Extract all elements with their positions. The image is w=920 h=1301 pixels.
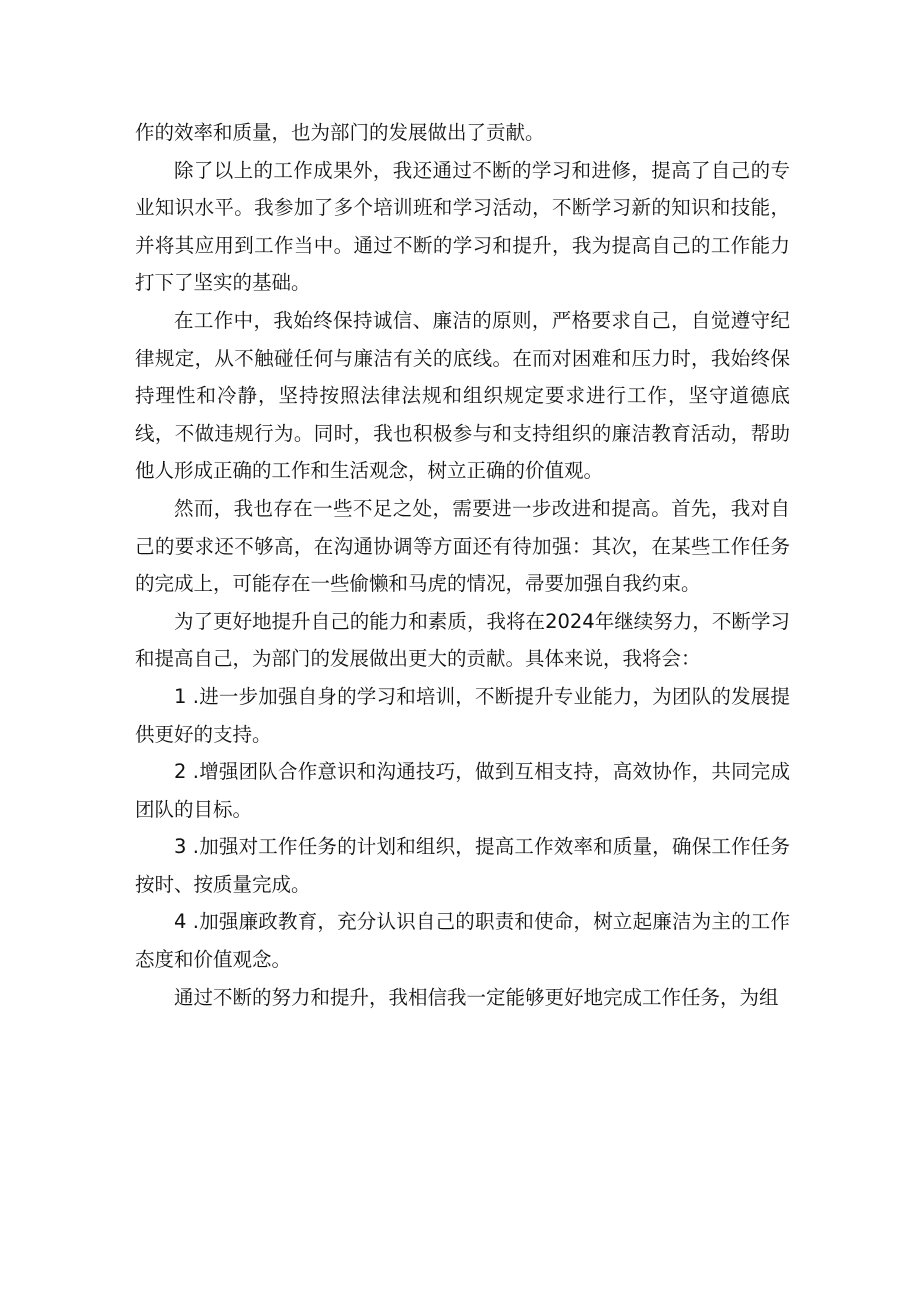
paragraph-learning: 除了以上的工作成果外，我还通过不断的学习和进修，提高了自己的专业知识水平。我参加了多个培训班和学习活动，不断学习新的知识和技能，并将其应用到工作当中。通过不断的学习和提升，我为提高自己的工作能力打下了坚实的基础。	[135, 158, 790, 295]
list-item-4: 4 .加强廉政教育，充分认识自己的职责和使命，树立起廉洁为主的工作态度和价值观念。	[135, 910, 790, 972]
list-item-3: 3 .加强对工作任务的计划和组织，提高工作效率和质量，确保工作任务按时、按质量完成。	[135, 835, 790, 896]
list-item-2: 2 .增强团队合作意识和沟通技巧，做到互相支持，高效协作，共同完成团队的目标。	[135, 760, 790, 821]
paragraph-plan-intro: 为了更好地提升自己的能力和素质，我将在2024年继续努力，不断学习和提高自己，为部门的发展做出更大的贡献。具体来说，我将会：	[135, 609, 790, 671]
document-body	[135, 114, 790, 1016]
paragraph-shortcomings: 然而，我也存在一些不足之处，需要进一步改进和提高。首先，我对自己的要求还不够高，在沟通协调等方面还有待加强：其次，在某些工作任务的完成上，可能存在一些偷懒和马虎的情况，帚要加强自我约束。	[135, 496, 790, 596]
list-item-1: 1 .进一步加强自身的学习和培训，不断提升专业能力，为团队的发展提供更好的支持。	[135, 684, 790, 746]
paragraph-integrity: 在工作中，我始终保持诚信、廉洁的原则，严格要求自己，自觉遵守纪律规定，从不触碰任何与廉洁有关的底线。在而对困难和压力时，我始终保持理性和冷静，坚持按照法律法规和组织规定要求进行工作，坚守道德底线，不做违规行为。同时，我也积极参与和支持组织的廉洁教育活动，帮助他人形成正确的工作和生活观念，树立正确的价值观。	[135, 308, 790, 483]
paragraph-conclusion: 通过不断的努力和提升，我相信我一定能够更好地完成工作任务，为组	[174, 985, 779, 1009]
paragraph-continuation: 作的效率和质量，也为部门的发展做出了贡献。	[135, 121, 545, 144]
